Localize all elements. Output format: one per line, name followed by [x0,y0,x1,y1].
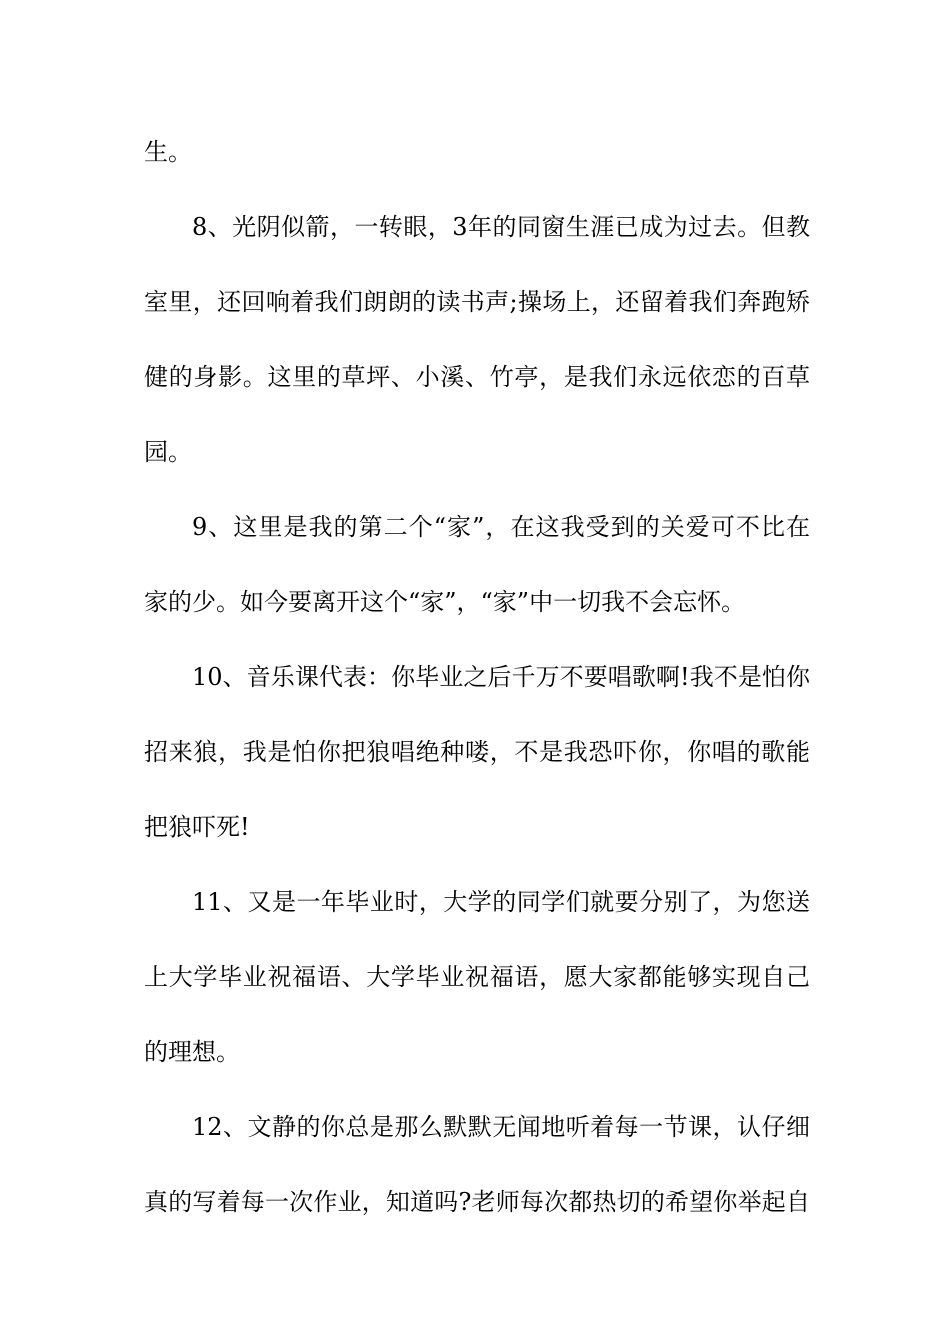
paragraph-8-line-3: 健的身影。这里的草坪、小溪、竹亭，是我们永远依恋的百草 [144,363,810,391]
paragraph-8-line-2: 室里，还回响着我们朗朗的读书声;操场上，还留着我们奔跑矫 [144,288,810,316]
paragraph-8-line-4: 园。 [144,438,192,466]
paragraph-9-line-2: 家的少。如今要离开这个“家”，“家”中一切我不会忘怀。 [144,588,746,616]
paragraph-11-line-2: 上大学毕业祝福语、大学毕业祝福语，愿大家都能够实现自己 [144,963,810,991]
paragraph-9-line-1: 9、这里是我的第二个“家”，在这我受到的关爱可不比在 [192,513,810,541]
paragraph-8-line-1: 8、光阴似箭，一转眼，3年的同窗生涯已成为过去。但教 [192,213,810,241]
paragraph-12-line-2: 真的写着每一次作业，知道吗?老师每次都热切的希望你举起自 [144,1188,810,1216]
paragraph-10-line-2: 招来狼，我是怕你把狼唱绝种喽，不是我恐吓你，你唱的歌能 [144,738,810,766]
paragraph-11-line-1: 11、又是一年毕业时，大学的同学们就要分别了，为您送 [192,888,810,916]
text-line: 生。 [144,138,192,166]
paragraph-12-line-1: 12、文静的你总是那么默默无闻地听着每一节课，认仔细 [192,1113,810,1141]
paragraph-10-line-3: 把狼吓死! [144,813,250,841]
paragraph-10-line-1: 10、音乐课代表：你毕业之后千万不要唱歌啊!我不是怕你 [192,663,810,691]
paragraph-11-line-3: 的理想。 [144,1038,240,1066]
